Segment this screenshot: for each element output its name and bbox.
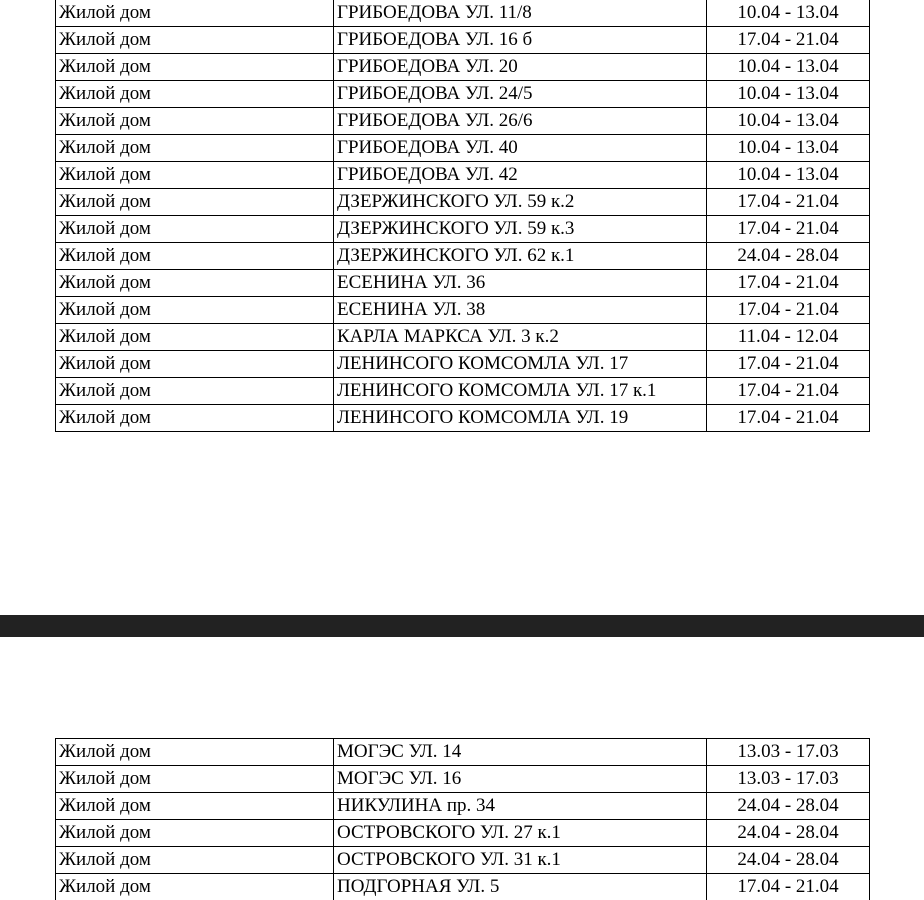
building-type-cell: Жилой дом bbox=[56, 739, 334, 766]
building-type-cell: Жилой дом bbox=[56, 270, 334, 297]
building-type-cell: Жилой дом bbox=[56, 135, 334, 162]
building-type-cell: Жилой дом bbox=[56, 162, 334, 189]
schedule-table-top bbox=[55, 0, 870, 432]
table-row bbox=[56, 216, 870, 243]
table-body-top bbox=[56, 0, 870, 432]
period-cell: 24.04 - 28.04 bbox=[707, 243, 870, 270]
address-cell: ГРИБОЕДОВА УЛ. 42 bbox=[334, 162, 707, 189]
address-cell: ДЗЕРЖИНСКОГО УЛ. 62 к.1 bbox=[334, 243, 707, 270]
address-cell: ГРИБОЕДОВА УЛ. 40 bbox=[334, 135, 707, 162]
period-cell: 10.04 - 13.04 bbox=[707, 135, 870, 162]
table-row bbox=[56, 874, 870, 900]
address-cell: ЕСЕНИНА УЛ. 38 bbox=[334, 297, 707, 324]
table-row bbox=[56, 189, 870, 216]
table-row bbox=[56, 820, 870, 847]
period-cell: 13.03 - 17.03 bbox=[707, 739, 870, 766]
period-cell: 17.04 - 21.04 bbox=[707, 378, 870, 405]
address-cell: ДЗЕРЖИНСКОГО УЛ. 59 к.2 bbox=[334, 189, 707, 216]
period-cell: 24.04 - 28.04 bbox=[707, 793, 870, 820]
table-row bbox=[56, 81, 870, 108]
period-cell: 11.04 - 12.04 bbox=[707, 324, 870, 351]
period-cell: 10.04 - 13.04 bbox=[707, 81, 870, 108]
document-page-bottom bbox=[0, 637, 924, 900]
address-cell: НИКУЛИНА пр. 34 bbox=[334, 793, 707, 820]
table-row bbox=[56, 108, 870, 135]
table-row bbox=[56, 0, 870, 27]
table-row bbox=[56, 54, 870, 81]
address-cell: МОГЭС УЛ. 16 bbox=[334, 766, 707, 793]
period-cell: 17.04 - 21.04 bbox=[707, 270, 870, 297]
period-cell: 24.04 - 28.04 bbox=[707, 847, 870, 874]
building-type-cell: Жилой дом bbox=[56, 405, 334, 432]
address-cell: ОСТРОВСКОГО УЛ. 31 к.1 bbox=[334, 847, 707, 874]
period-cell: 17.04 - 21.04 bbox=[707, 405, 870, 432]
table-row bbox=[56, 847, 870, 874]
building-type-cell: Жилой дом bbox=[56, 0, 334, 27]
period-cell: 17.04 - 21.04 bbox=[707, 189, 870, 216]
period-cell: 13.03 - 17.03 bbox=[707, 766, 870, 793]
page-divider bbox=[0, 615, 924, 637]
table-row bbox=[56, 351, 870, 378]
building-type-cell: Жилой дом bbox=[56, 766, 334, 793]
table-row bbox=[56, 405, 870, 432]
period-cell: 10.04 - 13.04 bbox=[707, 108, 870, 135]
table-row bbox=[56, 135, 870, 162]
building-type-cell: Жилой дом bbox=[56, 793, 334, 820]
address-cell: ЛЕНИНСОГО КОМСОМЛА УЛ. 17 bbox=[334, 351, 707, 378]
building-type-cell: Жилой дом bbox=[56, 27, 334, 54]
table-row bbox=[56, 297, 870, 324]
period-cell: 17.04 - 21.04 bbox=[707, 297, 870, 324]
period-cell: 10.04 - 13.04 bbox=[707, 54, 870, 81]
building-type-cell: Жилой дом bbox=[56, 324, 334, 351]
address-cell: ЛЕНИНСОГО КОМСОМЛА УЛ. 19 bbox=[334, 405, 707, 432]
building-type-cell: Жилой дом bbox=[56, 189, 334, 216]
table-body-bottom bbox=[56, 739, 870, 900]
building-type-cell: Жилой дом bbox=[56, 81, 334, 108]
building-type-cell: Жилой дом bbox=[56, 378, 334, 405]
building-type-cell: Жилой дом bbox=[56, 351, 334, 378]
address-cell: КАРЛА МАРКСА УЛ. 3 к.2 bbox=[334, 324, 707, 351]
table-row bbox=[56, 162, 870, 189]
table-row bbox=[56, 378, 870, 405]
building-type-cell: Жилой дом bbox=[56, 108, 334, 135]
building-type-cell: Жилой дом bbox=[56, 820, 334, 847]
address-cell: ГРИБОЕДОВА УЛ. 24/5 bbox=[334, 81, 707, 108]
building-type-cell: Жилой дом bbox=[56, 874, 334, 900]
address-cell: ПОДГОРНАЯ УЛ. 5 bbox=[334, 874, 707, 900]
period-cell: 17.04 - 21.04 bbox=[707, 874, 870, 900]
period-cell: 17.04 - 21.04 bbox=[707, 216, 870, 243]
building-type-cell: Жилой дом bbox=[56, 243, 334, 270]
address-cell: ОСТРОВСКОГО УЛ. 27 к.1 bbox=[334, 820, 707, 847]
building-type-cell: Жилой дом bbox=[56, 216, 334, 243]
table-row bbox=[56, 324, 870, 351]
address-cell: ГРИБОЕДОВА УЛ. 20 bbox=[334, 54, 707, 81]
address-cell: ЕСЕНИНА УЛ. 36 bbox=[334, 270, 707, 297]
table-row bbox=[56, 243, 870, 270]
address-cell: МОГЭС УЛ. 14 bbox=[334, 739, 707, 766]
period-cell: 10.04 - 13.04 bbox=[707, 162, 870, 189]
table-row bbox=[56, 27, 870, 54]
building-type-cell: Жилой дом bbox=[56, 297, 334, 324]
building-type-cell: Жилой дом bbox=[56, 54, 334, 81]
period-cell: 17.04 - 21.04 bbox=[707, 351, 870, 378]
table-row bbox=[56, 766, 870, 793]
period-cell: 10.04 - 13.04 bbox=[707, 0, 870, 27]
address-cell: ЛЕНИНСОГО КОМСОМЛА УЛ. 17 к.1 bbox=[334, 378, 707, 405]
building-type-cell: Жилой дом bbox=[56, 847, 334, 874]
period-cell: 24.04 - 28.04 bbox=[707, 820, 870, 847]
table-row bbox=[56, 793, 870, 820]
period-cell: 17.04 - 21.04 bbox=[707, 27, 870, 54]
address-cell: ГРИБОЕДОВА УЛ. 26/6 bbox=[334, 108, 707, 135]
schedule-table-bottom bbox=[55, 738, 870, 900]
address-cell: ГРИБОЕДОВА УЛ. 16 б bbox=[334, 27, 707, 54]
address-cell: ГРИБОЕДОВА УЛ. 11/8 bbox=[334, 0, 707, 27]
table-row bbox=[56, 270, 870, 297]
address-cell: ДЗЕРЖИНСКОГО УЛ. 59 к.3 bbox=[334, 216, 707, 243]
table-row bbox=[56, 739, 870, 766]
